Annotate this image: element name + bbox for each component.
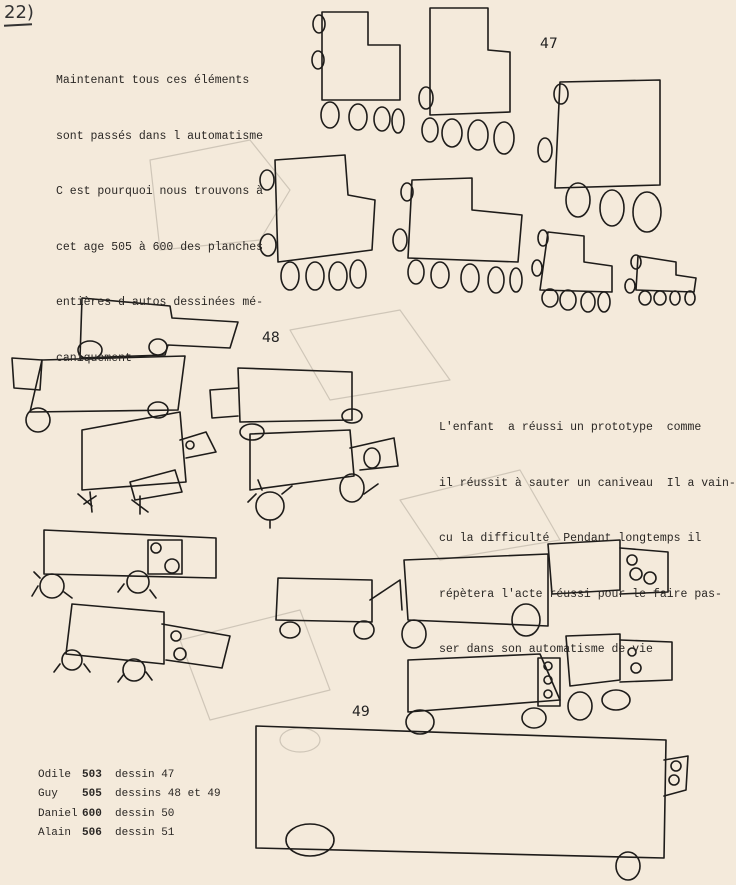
paragraph-line: cu la difficulté Pendant longtemps il — [439, 532, 702, 545]
credit-dessin: dessin 50 — [115, 807, 175, 820]
paragraph-line: ser dans son automatisme de vie — [439, 643, 653, 656]
paragraph-line: sont passés dans l automatisme — [56, 129, 264, 143]
paragraph-line: caniquement — [56, 351, 132, 365]
figure-label-49: 49 — [352, 704, 370, 720]
credit-age: 503 — [82, 768, 102, 781]
paragraph-line: répètera l'acte réussi pour le faire pas- — [439, 587, 722, 601]
figure-label-48: 48 — [262, 330, 280, 346]
credit-row — [38, 785, 225, 805]
credit-row — [38, 765, 225, 785]
drawing-49-autos — [32, 530, 230, 682]
credit-age: 505 — [82, 788, 102, 801]
credit-dessin: dessin 47 — [115, 768, 175, 781]
drawing-47-locomotives — [260, 8, 696, 312]
credit-name: Odile — [38, 768, 72, 781]
paragraph-line: C est pourquoi nous trouvons à — [56, 185, 264, 198]
credit-name: Guy — [38, 788, 58, 801]
credit-age: 506 — [82, 827, 102, 840]
credit-name: Daniel — [38, 807, 78, 820]
credit-dessin: dessins 48 et 49 — [115, 788, 221, 801]
credit-name: Alain — [38, 827, 72, 840]
paragraph-line: il réussit à sauter un caniveau Il a vain- — [439, 476, 736, 490]
paragraph-prototype — [439, 382, 736, 697]
paragraph-line: Maintenant tous ces éléments — [56, 74, 250, 87]
drawing-51-auto — [256, 726, 688, 880]
paragraph-automatisme — [56, 35, 263, 405]
paragraph-line: cet age 505 à 600 des planches — [56, 240, 264, 254]
credit-row — [38, 824, 225, 844]
paragraph-line: L'enfant a réussi un prototype comme — [439, 421, 702, 434]
credit-age: 600 — [82, 807, 102, 820]
page-number: 22) — [4, 2, 34, 23]
credits-list — [38, 765, 225, 843]
credit-dessin: dessin 51 — [115, 827, 175, 840]
credit-row — [38, 804, 225, 824]
figure-label-47: 47 — [540, 36, 558, 52]
paragraph-line: entières d autos dessinées mé- — [56, 296, 264, 309]
